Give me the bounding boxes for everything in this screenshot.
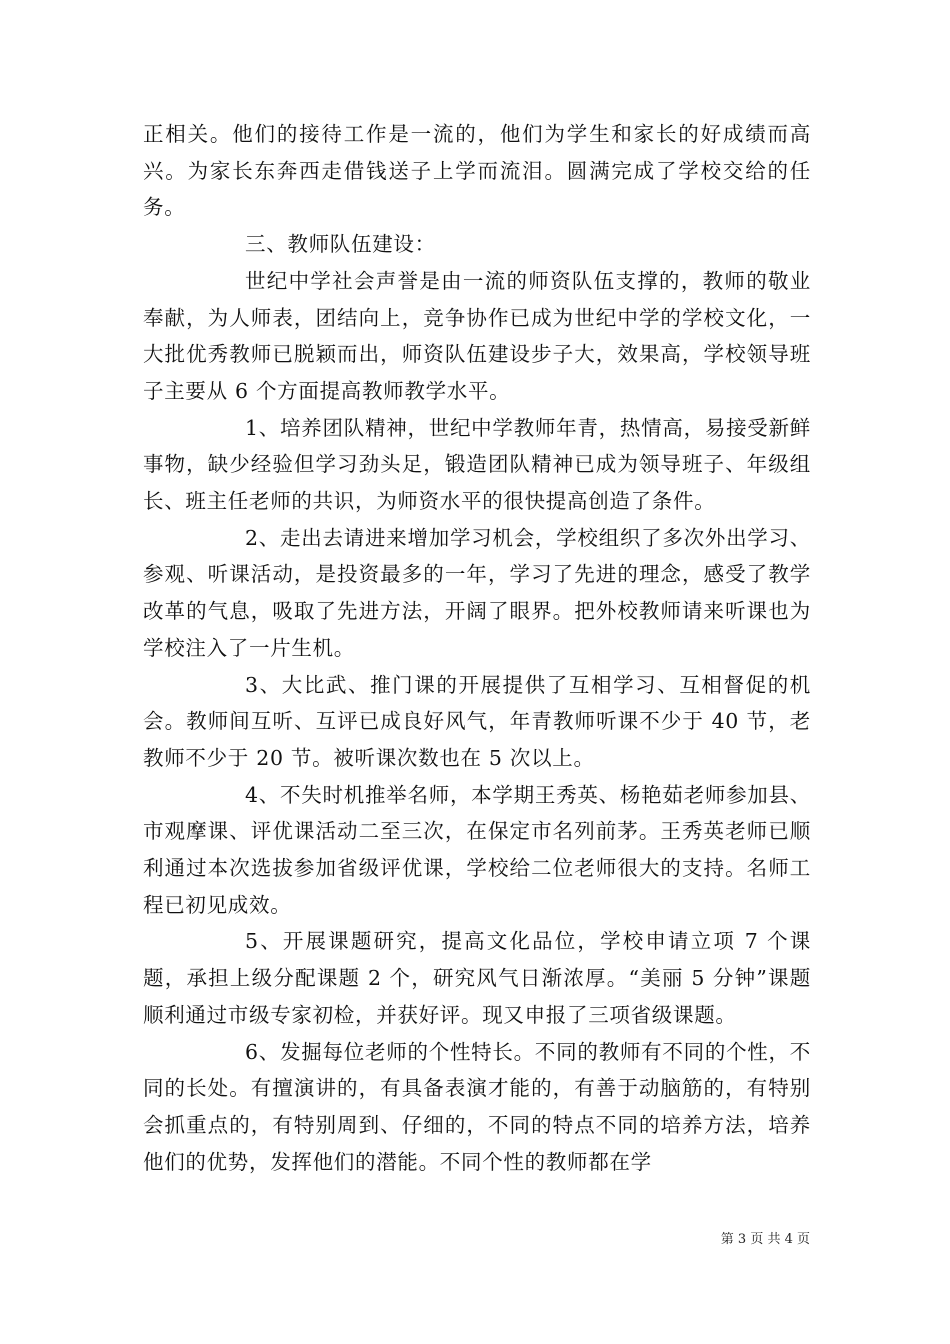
paragraph-item-2: 2、走出去请进来增加学习机会，学校组织了多次外出学习、参观、听课活动，是投资最多的一年，学习了先进的理念，感受了教学改革的气息，吸取了先进方法，开阔了眼界。把外校教师请来听课也为学校注入了一片生机。	[143, 525, 811, 660]
paragraph-item-3: 3、大比武、推门课的开展提供了互相学习、互相督促的机会。教师间互听、互评已成良好风气，年青教师听课不少于 40 节，老教师不少于 20 节。被听课次数也在 5 次以上。	[143, 672, 811, 770]
paragraph-continued: 正相关。他们的接待工作是一流的，他们为学生和家长的好成绩而高兴。为家长东奔西走借钱送子上学而流泪。圆满完成了学校交给的任务。	[143, 122, 811, 220]
paragraph-intro: 世纪中学社会声誉是由一流的师资队伍支撑的，教师的敬业奉献，为人师表，团结向上，竞争协作已成为世纪中学的学校文化，一大批优秀教师已脱颖而出，师资队伍建设步子大，效果高，学校领导班子主要从 6 个方面提高教师教学水平。	[143, 268, 811, 403]
paragraph-item-1: 1、培养团队精神，世纪中学教师年青，热情高，易接受新鲜事物，缺少经验但学习劲头足，锻造团队精神已成为领导班子、年级组长、班主任老师的共识，为师资水平的很快提高创造了条件。	[143, 415, 811, 514]
paragraph-item-6: 6、发掘每位老师的个性特长。不同的教师有不同的个性，不同的长处。有擅演讲的，有具备表演才能的，有善于动脑筋的，有特别会抓重点的，有特别周到、仔细的，不同的特点不同的培养方法，培养他们的优势，发挥他们的潜能。不同个性的教师都在学	[143, 1039, 811, 1174]
document-body	[143, 116, 811, 1180]
paragraph-item-4: 4、不失时机推举名师，本学期王秀英、杨艳茹老师参加县、市观摩课、评优课活动二至三次，在保定市名列前茅。王秀英老师已顺利通过本次选拔参加省级评优课，学校给二位老师很大的支持。名师工程已初见成效。	[143, 782, 811, 917]
paragraph-item-5: 5、开展课题研究，提高文化品位，学校申请立项 7 个课题，承担上级分配课题 2 个，研究风气日渐浓厚。“美丽 5 分钟”课题顺利通过市级专家初检，并获好评。现又申报了三项省级课题。	[143, 929, 811, 1027]
section-heading: 三、教师队伍建设：	[245, 232, 436, 257]
page-number-footer: 第 3 页 共 4 页	[720, 1232, 810, 1247]
